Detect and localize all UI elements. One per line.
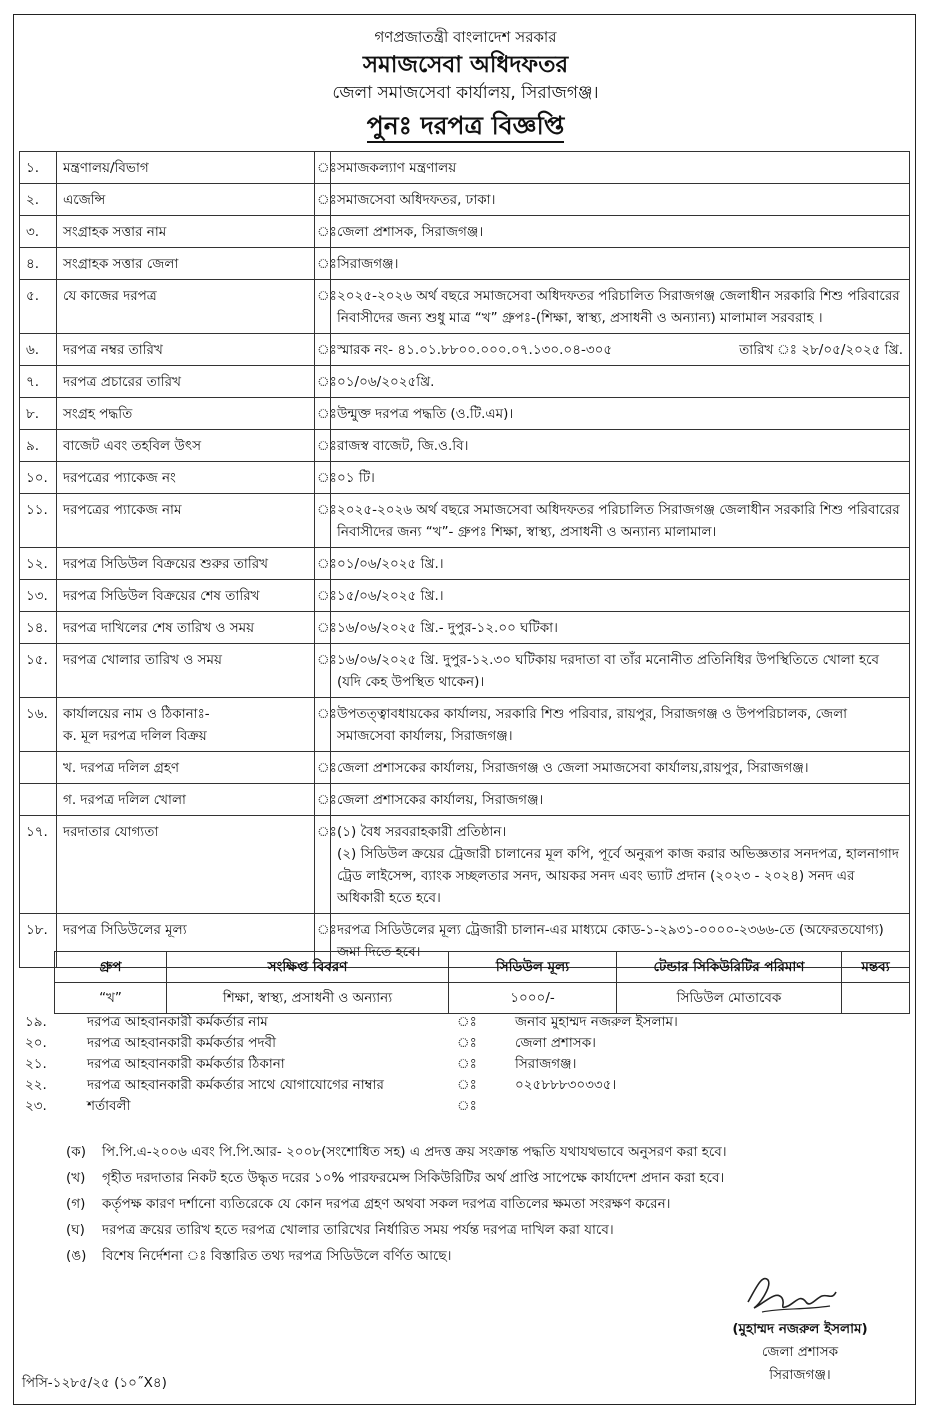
row-separator: ঃ (315, 816, 331, 914)
row-label-heading: কার্যালয়ের নাম ও ঠিকানাঃ- (63, 706, 210, 722)
row-number: ৩. (20, 216, 57, 248)
table-row (20, 430, 910, 462)
table-row (20, 784, 910, 816)
table-row (20, 184, 910, 216)
row-number (20, 784, 57, 816)
item-value: জনাব মুহাম্মদ নজরুল ইসলাম। (515, 1014, 678, 1030)
condition-text: দরপত্র ক্রয়ের তারিখ হতে দরপত্র খোলার তারিখের নির্ধারিত সময় পর্যন্ত দরপত্র দাখিল করা যাবে। (102, 1222, 614, 1238)
row-value: ২০২৫-২০২৬ অর্থ বছরে সমাজসেবা অধিদফতর পরিচালিত সিরাজগঞ্জ জেলাধীন সরকারি শিশু পরিবারের নিবাসীদের জন্য “খ”- গ্রুপঃ শিক্ষা, স্বাস্থ্য, প্রসাধনী ও অন্যান্য মালামাল। (331, 494, 910, 548)
row-label: এজেন্সি (57, 184, 315, 216)
condition-text: কর্তৃপক্ষ কারণ দর্শানো ব্যতিরেকে যে কোন দরপত্র গ্রহণ অথবা সকল দরপত্র বাতিলের ক্ষমতা সংরক্ষণ করেন। (102, 1196, 671, 1212)
tender-info-table (19, 151, 910, 968)
schedule-fee-table (54, 951, 910, 1014)
table-row (20, 698, 910, 752)
row-label: দরপত্রের প্যাকেজ নাম (57, 494, 315, 548)
item-number: ২৩. (25, 1098, 47, 1114)
table-row (20, 398, 910, 430)
row-separator: ঃ (315, 334, 331, 366)
condition-key: (খ) (66, 1170, 86, 1186)
row-value: ০১/০৬/২০২৫ খ্রি.। (331, 548, 910, 580)
condition-text: গৃহীত দরদাতার নিকট হতে উদ্ধৃত দরের ১০% পারফরমেন্স সিকিউরিটির অর্থ প্রাপ্তি সাপেক্ষে কার্যাদেশ প্রদান করা হবে। (102, 1170, 725, 1186)
table-row (20, 580, 910, 612)
row-separator: ঃ (315, 914, 331, 968)
row-separator: ঃ (315, 152, 331, 184)
item-number: ২০. (25, 1035, 47, 1051)
officer-info-list (19, 1012, 910, 1117)
row-separator: ঃ (315, 698, 331, 752)
table-row (20, 494, 910, 548)
row-label: বাজেট এবং তহবিল উৎস (57, 430, 315, 462)
row-separator: ঃ (315, 280, 331, 334)
row-separator: ঃ (315, 752, 331, 784)
condition-key: (গ) (66, 1196, 86, 1212)
signatory-title: জেলা প্রশাসক (761, 1344, 839, 1360)
row-separator: ঃ (315, 216, 331, 248)
condition-text: বিশেষ নির্দেশনা ঃ বিস্তারিত তথ্য দরপত্র সিডিউলে বর্ণিত আছে। (102, 1248, 452, 1264)
signature-block (700, 1318, 900, 1387)
item-separator: ঃ (457, 1014, 477, 1030)
row-separator: ঃ (315, 644, 331, 698)
item-label: শর্তাবলী (87, 1098, 131, 1114)
office-name: জেলা সমাজসেবা কার্যালয়, সিরাজগঞ্জ। (332, 83, 599, 103)
item-value: সিরাজগঞ্জ। (515, 1056, 577, 1072)
table-row (20, 366, 910, 398)
row-number: ৬. (20, 334, 57, 366)
row-label: দরপত্রের প্যাকেজ নং (57, 462, 315, 494)
item-value: ০২৫৮৮৮৩০৩৩৫। (515, 1077, 617, 1093)
condition-key: (ক) (66, 1144, 86, 1160)
notice-title (0, 106, 931, 149)
row-number: ১৫. (20, 644, 57, 698)
condition-key: (ঙ) (66, 1248, 87, 1264)
item-number: ২২. (25, 1077, 47, 1093)
row-value: উন্মুক্ত দরপত্র পদ্ধতি (ও.টি.এম)। (331, 398, 910, 430)
item-separator: ঃ (457, 1077, 477, 1093)
row-label: দরপত্র প্রচারের তারিখ (57, 366, 315, 398)
row-number: ৫. (20, 280, 57, 334)
row-label: গ. দরপত্র দলিল খোলা (57, 784, 315, 816)
row-number: ১. (20, 152, 57, 184)
row-label: দরপত্র খোলার তারিখ ও সময় (57, 644, 315, 698)
row-label: যে কাজের দরপত্র (57, 280, 315, 334)
row-number: ৮. (20, 398, 57, 430)
column-header: গ্রুপ (55, 952, 167, 983)
row-separator: ঃ (315, 494, 331, 548)
table-row (20, 644, 910, 698)
condition-key: (ঘ) (66, 1222, 85, 1238)
row-separator: ঃ (315, 580, 331, 612)
qualification-1: (১) বৈধ সরবরাহকারী প্রতিষ্ঠান। (337, 824, 507, 840)
row-value: ১৬/০৬/২০২৫ খ্রি. দুপুর-১২.৩০ ঘটিকায় দরদাতা বা তাঁর মনোনীত প্রতিনিধির উপস্থিতিতে খোলা হবে (যদি কেহ উপস্থিত থাকেন)। (331, 644, 910, 698)
row-number: ১৭. (20, 816, 57, 914)
row-number: ২. (20, 184, 57, 216)
condition-item (66, 1166, 906, 1192)
list-item (19, 1033, 910, 1054)
item-number: ২১. (25, 1056, 47, 1072)
row-label: মন্ত্রণালয়/বিভাগ (57, 152, 315, 184)
table-row (20, 612, 910, 644)
memo-number: স্মারক নং- ৪১.০১.৮৮০০.০০০.০৭.১৩০.০৪-৩০৫ (337, 342, 613, 358)
row-number: ১২. (20, 548, 57, 580)
row-number: ৪. (20, 248, 57, 280)
handwritten-signature (742, 1268, 842, 1318)
row-value: ২০২৫-২০২৬ অর্থ বছরে সমাজসেবা অধিদফতর পরিচালিত সিরাজগঞ্জ জেলাধীন সরকারি শিশু পরিবারের নিবাসীদের জন্য শুধু মাত্র “খ” গ্রুপঃ-(শিক্ষা, স্বাস্থ্য, প্রসাধনী ও অন্যান্য) মালামাল সরবরাহ । (331, 280, 910, 334)
row-label: দরপত্র নম্বর তারিখ (57, 334, 315, 366)
list-item (19, 1075, 910, 1096)
item-label: দরপত্র আহবানকারী কর্মকর্তার ঠিকানা (87, 1056, 285, 1072)
row-value: দরপত্র সিডিউলের মূল্য ট্রেজারী চালান-এর মাধ্যমে কোড-১-২৯৩১-০০০০-২৩৬৬-তে (অফেরতযোগ্য) জমা দিতে হবে। (331, 914, 910, 968)
item-separator: ঃ (457, 1098, 477, 1114)
row-number: ১৪. (20, 612, 57, 644)
table-row (20, 816, 910, 914)
row-separator: ঃ (315, 398, 331, 430)
row-label-sub: ক. মূল দরপত্র দলিল বিক্রয় (63, 728, 207, 744)
qualification-2: (২) সিডিউল ক্রয়ের ট্রেজারী চালানের মূল কপি, পূর্বে অনুরূপ কাজ করার অভিজ্ঞতার সনদপত্র, হালনাগাদ ট্রেড লাইসেন্স, ব্যাংক সচ্ছলতার সনদ, আয়কর সনদ এবং ভ্যাট প্রদান (২০২৩ - ২০২৪) সনদ এর অধিকারী হতে হবে। (337, 846, 899, 906)
row-label: দরপত্র সিডিউল বিক্রয়ের শেষ তারিখ (57, 580, 315, 612)
condition-item (66, 1192, 906, 1218)
table-cell: “খ” (55, 983, 167, 1014)
row-separator: ঃ (315, 784, 331, 816)
table-row (20, 752, 910, 784)
row-number: ১৬. (20, 698, 57, 752)
row-number: ১০. (20, 462, 57, 494)
item-label: দরপত্র আহবানকারী কর্মকর্তার নাম (87, 1014, 268, 1030)
item-label: দরপত্র আহবানকারী কর্মকর্তার পদবী (87, 1035, 276, 1051)
table-cell: ১০০০/- (449, 983, 617, 1014)
row-value: রাজস্ব বাজেট, জি.ও.বি। (331, 430, 910, 462)
table-row (20, 216, 910, 248)
row-number: ১১. (20, 494, 57, 548)
item-separator: ঃ (457, 1056, 477, 1072)
row-value (331, 334, 910, 366)
row-label: সংগ্রাহক সত্তার নাম (57, 216, 315, 248)
row-value: ০১ টি। (331, 462, 910, 494)
list-item (19, 1096, 910, 1117)
row-separator: ঃ (315, 462, 331, 494)
row-value (331, 816, 910, 914)
print-code: পিসি-১২৮৫/২৫ (১০˝X৪) (22, 1375, 167, 1391)
row-value: জেলা প্রশাসক, সিরাজগঞ্জ। (331, 216, 910, 248)
conditions-list (66, 1140, 906, 1270)
table-row (20, 248, 910, 280)
row-number: ১৩. (20, 580, 57, 612)
row-number: ১৮. (20, 914, 57, 968)
department-name: সমাজসেবা অধিদফতর (362, 52, 569, 78)
notice-title-text: পুনঃ দরপত্র বিজ্ঞপ্তি (367, 111, 565, 143)
row-label (57, 698, 315, 752)
row-label: দরদাতার যোগ্যতা (57, 816, 315, 914)
column-header: সিডিউল মূল্য (449, 952, 617, 983)
row-value: জেলা প্রশাসকের কার্যালয়, সিরাজগঞ্জ ও জেলা সমাজসেবা কার্যালয়,রায়পুর, সিরাজগঞ্জ। (331, 752, 910, 784)
condition-text: পি.পি.এ-২০০৬ এবং পি.পি.আর- ২০০৮(সংশোধিত সহ) এ প্রদত্ত ক্রয় সংক্রান্ত পদ্ধতি যথাযথভাবে অনুসরণ করা হবে। (102, 1144, 727, 1160)
condition-item (66, 1244, 906, 1270)
table-cell (842, 983, 910, 1014)
row-label: সংগ্রহ পদ্ধতি (57, 398, 315, 430)
row-label: দরপত্র দাখিলের শেষ তারিখ ও সময় (57, 612, 315, 644)
row-number: ৭. (20, 366, 57, 398)
row-separator: ঃ (315, 248, 331, 280)
row-value: ০১/০৬/২০২৫খ্রি. (331, 366, 910, 398)
table-cell: সিডিউল মোতাবেক (617, 983, 842, 1014)
row-separator: ঃ (315, 548, 331, 580)
list-item (19, 1012, 910, 1033)
item-label: দরপত্র আহবানকারী কর্মকর্তার সাথে যোগাযোগের নাম্বার (87, 1077, 384, 1093)
table-row (55, 983, 910, 1014)
row-label: দরপত্র সিডিউলের মূল্য (57, 914, 315, 968)
row-value: সিরাজগঞ্জ। (331, 248, 910, 280)
table-header-row (55, 952, 910, 983)
table-row (20, 334, 910, 366)
condition-item (66, 1140, 906, 1166)
row-number (20, 752, 57, 784)
table-row (20, 152, 910, 184)
row-separator: ঃ (315, 612, 331, 644)
row-value: জেলা প্রশাসকের কার্যালয়, সিরাজগঞ্জ। (331, 784, 910, 816)
memo-date: তারিখ ঃ ২৮/০৫/২০২৫ খ্রি. (739, 342, 903, 358)
item-value: জেলা প্রশাসক। (515, 1035, 596, 1051)
row-separator: ঃ (315, 184, 331, 216)
item-separator: ঃ (457, 1035, 477, 1051)
row-separator: ঃ (315, 366, 331, 398)
government-name: গণপ্রজাতন্ত্রী বাংলাদেশ সরকার (374, 28, 557, 46)
condition-item (66, 1218, 906, 1244)
row-value: উপতত্ত্বাবধায়কের কার্যালয়, সরকারি শিশু পরিবার, রায়পুর, সিরাজগঞ্জ ও উপপরিচালক, জেলা সমাজসেবা কার্যালয়, সিরাজগঞ্জ। (331, 698, 910, 752)
column-header: মন্তব্য (842, 952, 910, 983)
row-label: সংগ্রাহক সত্তার জেলা (57, 248, 315, 280)
row-number: ৯. (20, 430, 57, 462)
table-row (20, 548, 910, 580)
row-value: সমাজসেবা অধিদফতর, ঢাকা। (331, 184, 910, 216)
row-value: সমাজকল্যাণ মন্ত্রণালয় (331, 152, 910, 184)
row-label: দরপত্র সিডিউল বিক্রয়ের শুরুর তারিখ (57, 548, 315, 580)
row-separator: ঃ (315, 430, 331, 462)
table-row (20, 462, 910, 494)
table-cell: শিক্ষা, স্বাস্থ্য, প্রসাধনী ও অন্যান্য (167, 983, 449, 1014)
row-value: ১৫/০৬/২০২৫ খ্রি.। (331, 580, 910, 612)
column-header: সংক্ষিপ্ত বিবরণ (167, 952, 449, 983)
table-row (20, 280, 910, 334)
signatory-name: (মুহাম্মদ নজরুল ইসলাম) (732, 1321, 868, 1337)
item-number: ১৯. (25, 1014, 47, 1030)
signatory-place: সিরাজগঞ্জ। (769, 1367, 831, 1383)
column-header: টেন্ডার সিকিউরিটির পরিমাণ (617, 952, 842, 983)
row-value: ১৬/০৬/২০২৫ খ্রি.- দুপুর-১২.০০ ঘটিকা। (331, 612, 910, 644)
row-label: খ. দরপত্র দলিল গ্রহণ (57, 752, 315, 784)
list-item (19, 1054, 910, 1075)
